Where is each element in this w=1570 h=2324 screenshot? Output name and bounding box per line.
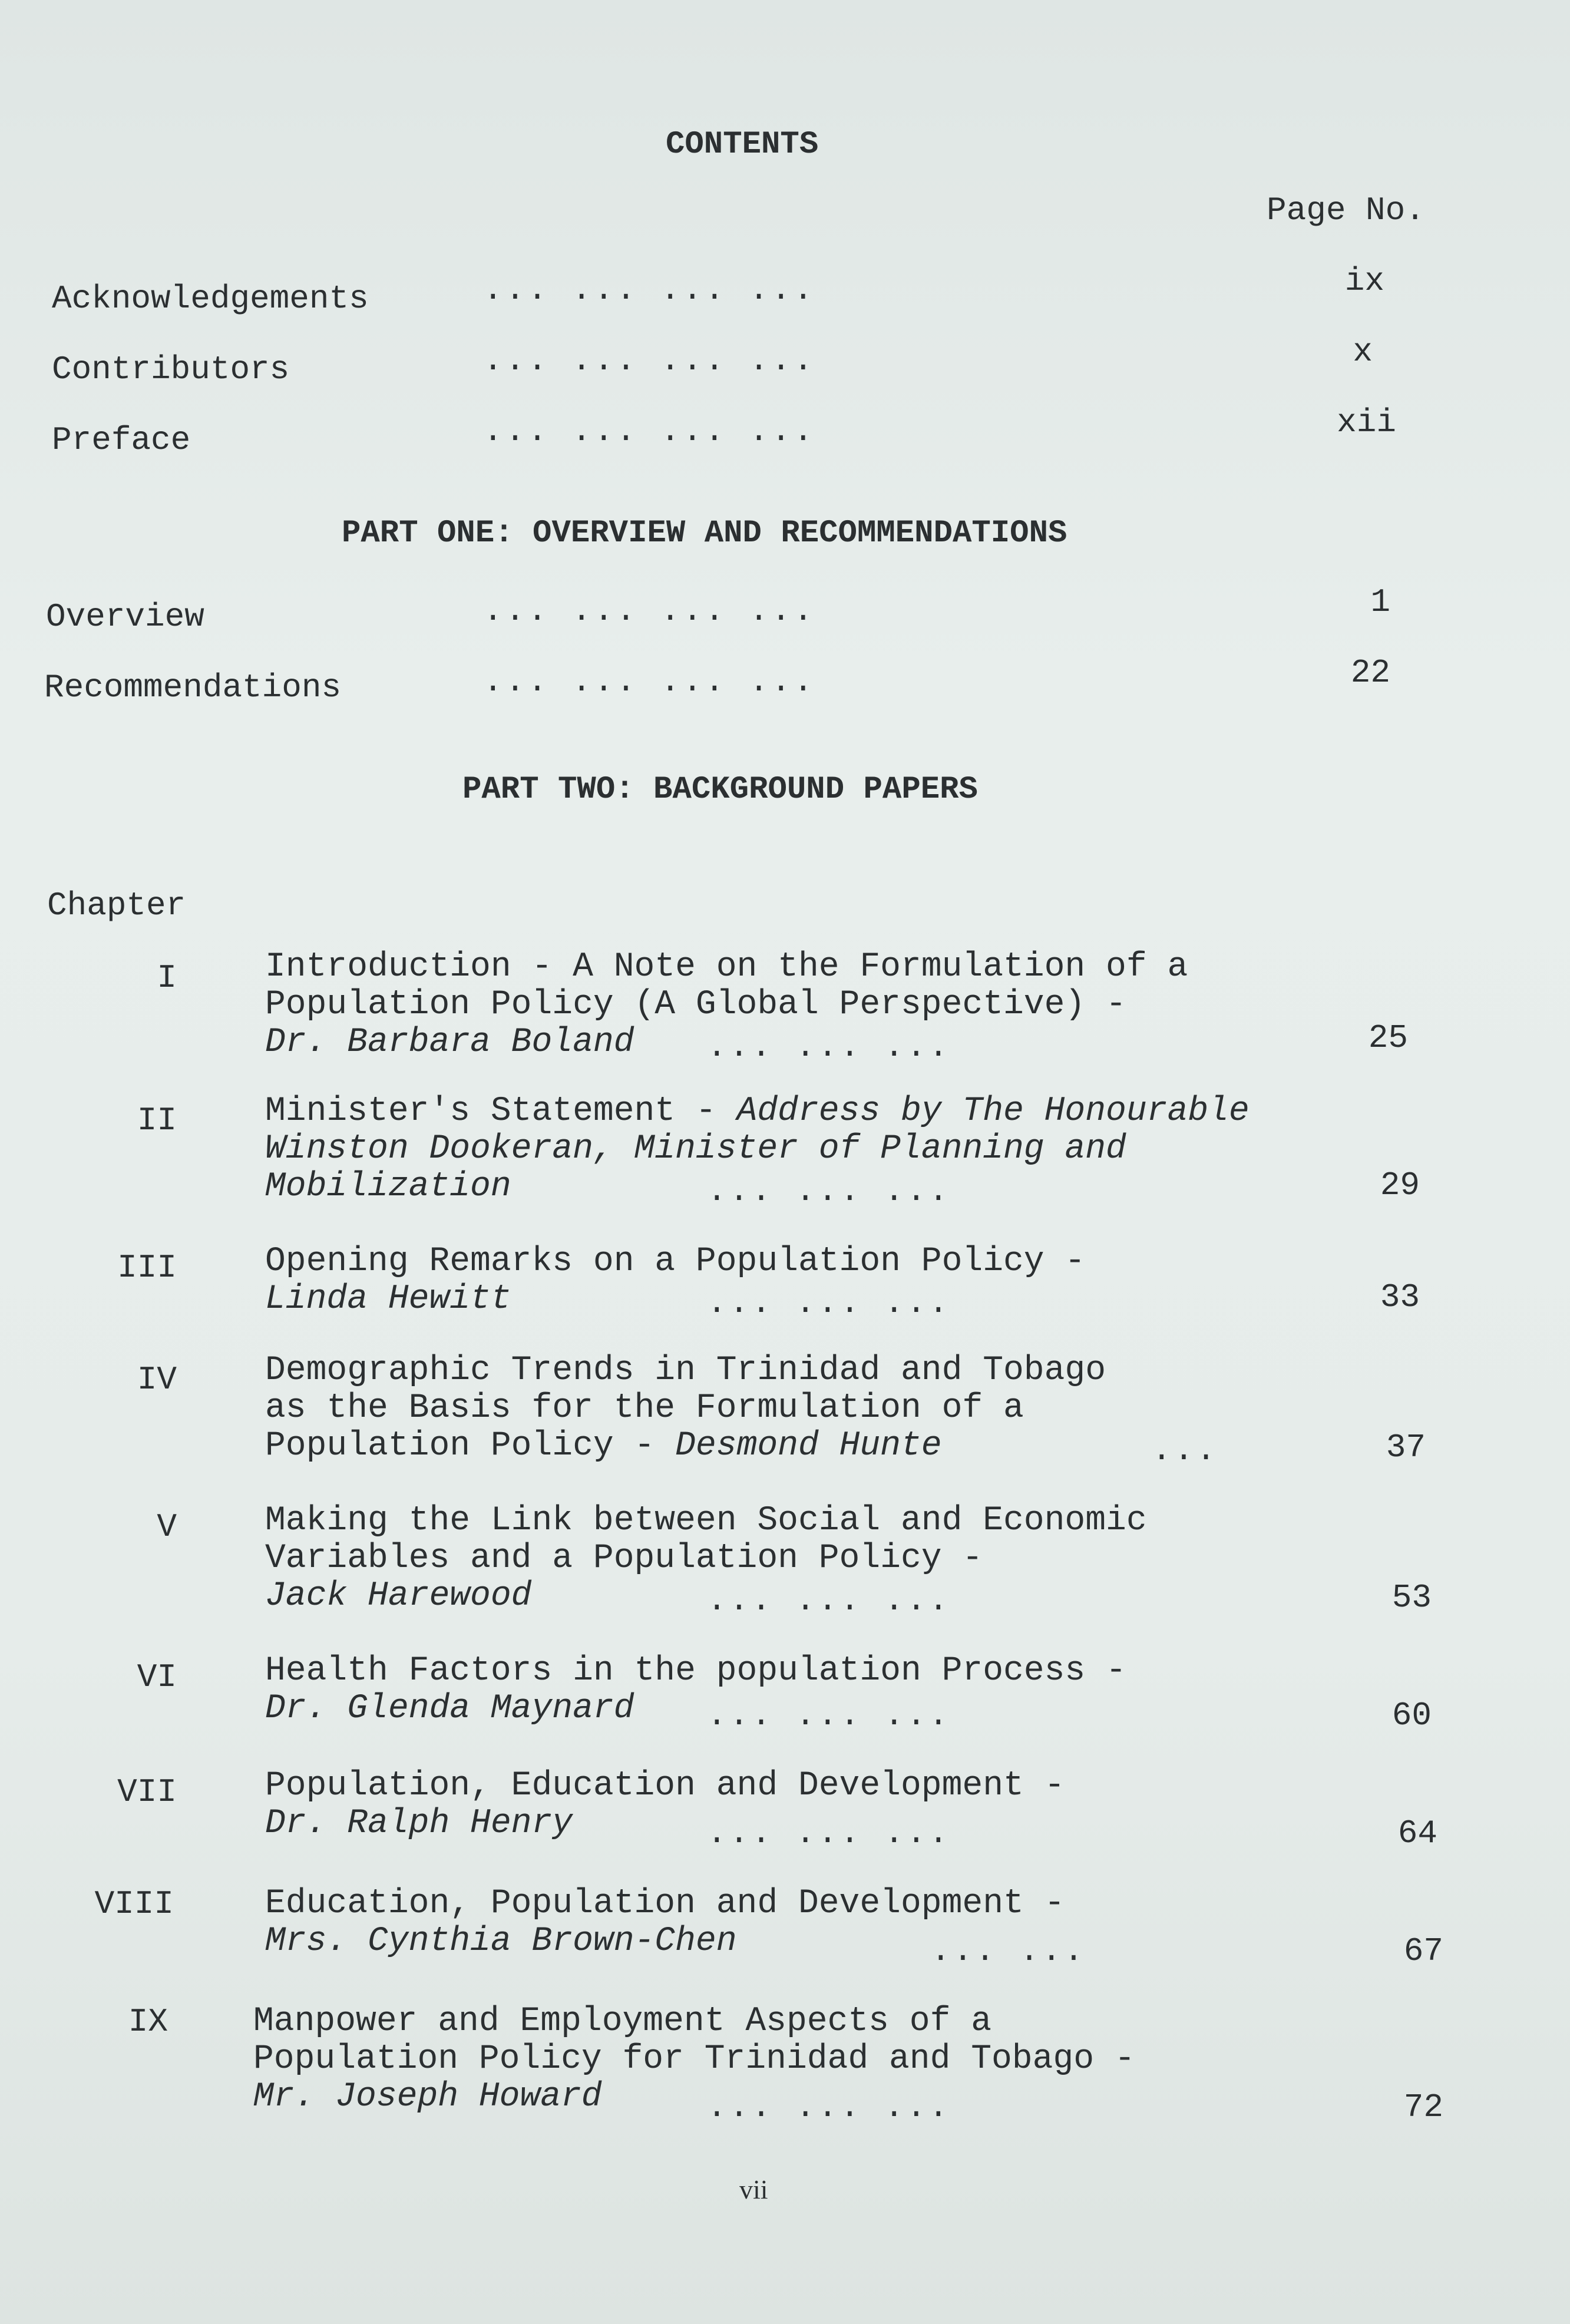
chapter-title-line (265, 1427, 1106, 1465)
chapter-author: Jack Harewood (265, 1577, 532, 1615)
chapter-title-line: Making the Link between Social and Economic (265, 1502, 1147, 1540)
toc-page-number: 25 (1368, 1019, 1408, 1057)
chapter-title-line: Health Factors in the population Process - (265, 1652, 1126, 1690)
footer-page-number: vii (739, 2174, 768, 2204)
chapter-author: Mobilization (265, 1168, 511, 1206)
toc-leader-dots: ... ... ... (707, 1028, 951, 1066)
chapter-title-text: Minister's Statement - (265, 1092, 737, 1130)
page-number-header: Page No. (1267, 191, 1425, 229)
contents-title: CONTENTS (666, 127, 819, 163)
chapter-title-line: Introduction - A Note on the Formulation of a (265, 948, 1188, 986)
chapter-title-line: as the Basis for the Formulation of a (265, 1389, 1024, 1427)
chapter-title-line: Variables and a Population Policy - (265, 1539, 983, 1578)
chapter-entry (265, 1652, 1126, 1728)
toc-label-recommendations: Recommendations (44, 669, 342, 706)
chapter-number: IX (128, 2003, 168, 2041)
toc-label-overview: Overview (46, 598, 204, 636)
chapter-number: III (117, 1249, 177, 1287)
toc-leader-dots: ... ... ... ... (483, 663, 816, 700)
toc-label-preface: Preface (52, 421, 191, 459)
toc-leader-dots: ... (1152, 1432, 1218, 1469)
toc-page-number: 53 (1391, 1579, 1432, 1616)
chapter-number: V (157, 1508, 177, 1546)
chapter-title-line (265, 1093, 1250, 1130)
chapter-entry (265, 1352, 1106, 1465)
chapter-title-line: Opening Remarks on a Population Policy - (265, 1242, 1086, 1281)
chapter-title-line: Winston Dookeran, Minister of Planning and (265, 1130, 1126, 1168)
chapter-title-line: Population Policy (A Global Perspective) - (265, 986, 1126, 1024)
toc-leader-dots: ... ... ... ... (483, 412, 816, 450)
chapter-entry (265, 1243, 1085, 1318)
toc-leader-dots: ... ... (931, 1932, 1086, 1970)
toc-page-number: 64 (1397, 1814, 1437, 1852)
toc-page-number: ix (1344, 262, 1384, 300)
chapter-author: Mrs. Cynthia Brown-Chen (265, 1922, 737, 1961)
chapter-title-italic: Address by The Honourable (736, 1092, 1250, 1130)
toc-leader-dots: ... ... ... ... (483, 592, 816, 630)
chapter-title-line: Demographic Trends in Trinidad and Tobago (265, 1351, 1106, 1390)
chapter-author: Linda Hewitt (265, 1280, 511, 1318)
chapter-title-line: Education, Population and Development - (265, 1885, 1065, 1923)
toc-leader-dots: ... ... ... ... (483, 271, 816, 309)
toc-page-number: x (1353, 333, 1373, 371)
toc-leader-dots: ... ... ... ... (483, 342, 816, 379)
toc-leader-dots: ... ... ... (707, 1284, 951, 1322)
toc-page-number: 72 (1403, 2088, 1443, 2126)
chapter-column-label: Chapter (47, 887, 186, 924)
part-one-heading: PART ONE: OVERVIEW AND RECOMMENDATIONS (342, 515, 1067, 551)
chapter-entry (253, 2003, 1135, 2116)
chapter-entry (265, 1502, 1147, 1615)
toc-page-number: 33 (1380, 1278, 1420, 1316)
chapter-title-line: Population, Education and Development - (265, 1767, 1065, 1805)
chapter-number: VIII (94, 1885, 174, 1923)
chapter-title-line: Population Policy for Trinidad and Tobago - (253, 2040, 1135, 2078)
toc-page-number: 37 (1386, 1429, 1426, 1466)
toc-leader-dots: ... ... ... (707, 1172, 951, 1210)
toc-page-number: 60 (1391, 1697, 1432, 1734)
toc-leader-dots: ... ... ... (707, 2088, 951, 2126)
chapter-title-text: Population Policy - (265, 1427, 676, 1465)
part-two-heading: PART TWO: BACKGROUND PAPERS (462, 772, 978, 808)
chapter-author: Dr. Ralph Henry (265, 1804, 573, 1843)
toc-page-number: 1 (1370, 583, 1390, 621)
chapter-author: Dr. Barbara Boland (265, 1023, 634, 1062)
toc-leader-dots: ... ... ... (707, 1814, 951, 1852)
chapter-author: Desmond Hunte (675, 1427, 942, 1465)
toc-page-number: xii (1337, 404, 1396, 441)
chapter-number: IV (137, 1361, 177, 1399)
chapter-title-line: Manpower and Employment Aspects of a (253, 2002, 992, 2041)
chapter-number: VII (117, 1773, 177, 1811)
toc-leader-dots: ... ... ... (707, 1697, 951, 1734)
chapter-author: Dr. Glenda Maynard (265, 1690, 634, 1728)
toc-page-number: 22 (1350, 654, 1390, 692)
chapter-number: II (137, 1102, 177, 1139)
toc-page-number: 29 (1380, 1166, 1420, 1204)
chapter-number: VI (137, 1658, 177, 1696)
chapter-author: Mr. Joseph Howard (253, 2078, 602, 2116)
toc-page-number: 67 (1403, 1932, 1443, 1970)
toc-leader-dots: ... ... ... (707, 1582, 951, 1619)
toc-label-contributors: Contributors (52, 351, 290, 388)
toc-label-acknowledgements: Acknowledgements (52, 280, 369, 318)
chapter-number: I (157, 959, 177, 997)
